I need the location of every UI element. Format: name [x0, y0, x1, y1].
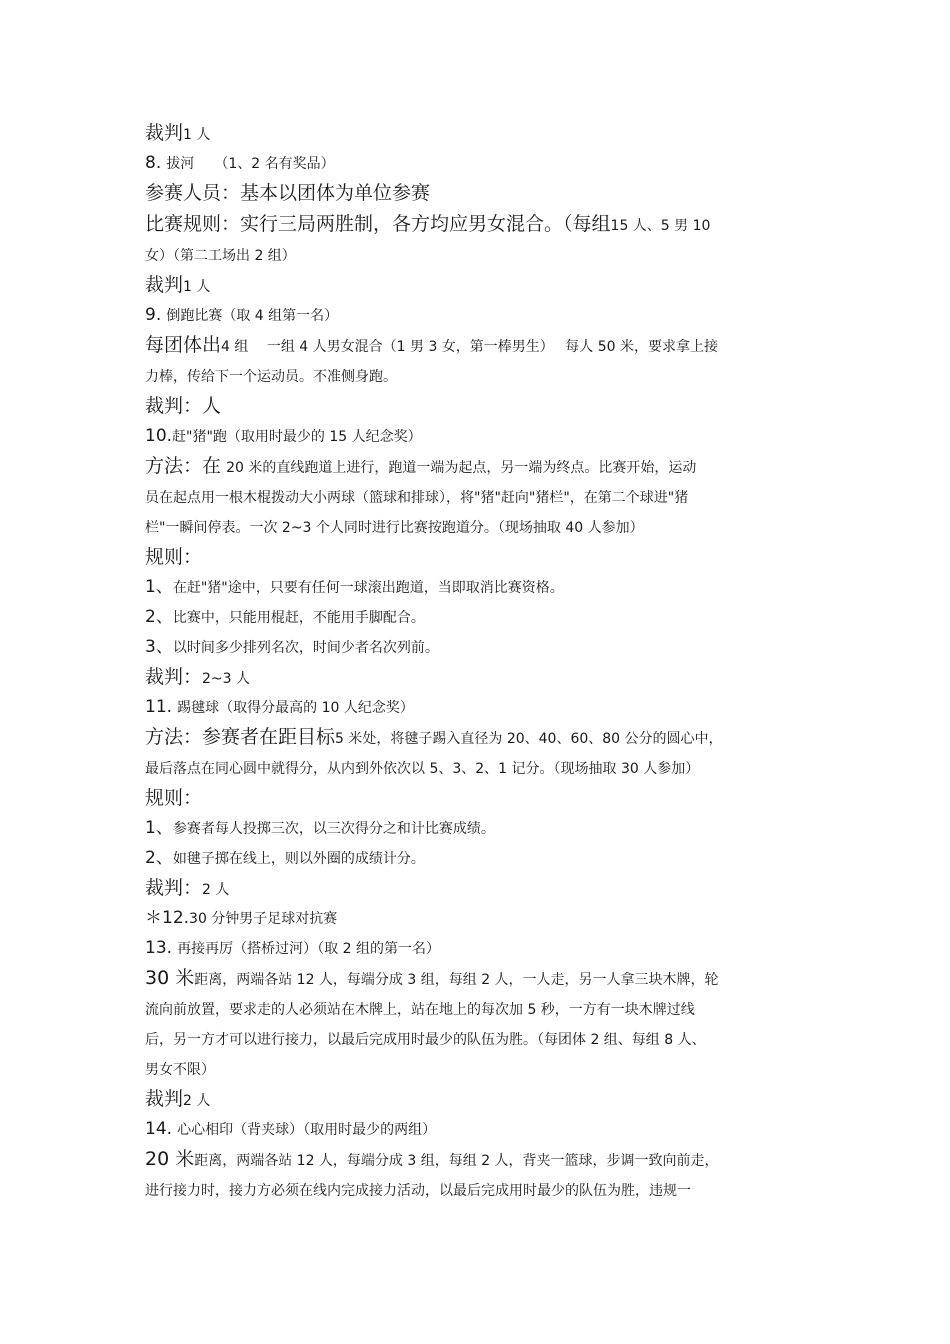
text-line: 栏"一瞬间停表。一次 2~3 个人同时进行比赛按跑道分。（现场抽取 40 人参加）: [145, 519, 644, 536]
item-10-heading: 10.赶"猪"跑（取用时最少的 15 人纪念奖）: [145, 425, 422, 446]
text-line: 30 米距离，两端各站 12 人，每端分成 3 组，每组 2 人，一人走，另一人拿三块木牌，轮: [145, 966, 719, 989]
rule-item: 1、在赶"猪"途中，只要有任何一球滚出跑道，当即取消比赛资格。: [145, 576, 564, 597]
text-line: 方法：参赛者在距目标5 米处，将毽子踢入直径为 20、40、60、80 公分的圆心中，: [145, 725, 723, 748]
text-line: 进行接力时，接力方必须在线内完成接力活动，以最后完成用时最少的队伍为胜，违规一: [145, 1182, 691, 1199]
item-8-heading: 8. 拔河 （1、2 名有奖品）: [145, 153, 335, 173]
text-line: 力棒，传给下一个运动员。不准侧身跑。: [145, 368, 397, 385]
rules-heading: 规则：: [145, 786, 203, 809]
rule-item: 2、比赛中，只能用棍赶，不能用手脚配合。: [145, 606, 425, 627]
item-9-heading: 9. 倒跑比赛（取 4 组第一名）: [145, 304, 339, 325]
text-line: 每团体出4 组 一组 4 人男女混合（1 男 3 女，第一棒男生） 每人 50 米，要求拿上接: [145, 333, 718, 356]
judge-line: 裁判1 人: [145, 273, 211, 296]
text-line: 员在起点用一根木棍拨动大小两球（篮球和排球），将"猪"赶向"猪栏"，在第二个球进"猪: [145, 489, 689, 506]
item-12-heading: ＊12.30 分钟男子足球对抗赛: [145, 907, 338, 928]
rule-item: 1、参赛者每人投掷三次，以三次得分之和计比赛成绩。: [145, 817, 495, 838]
rule-item: 2、如毽子掷在线上，则以外圈的成绩计分。: [145, 847, 425, 868]
text-line: 参赛人员：基本以团体为单位参赛: [145, 182, 431, 204]
text-line: 比赛规则：实行三局两胜制，各方均应男女混合。（每组15 人、5 男 10: [145, 213, 711, 235]
text-line: 女）（第二工场出 2 组）: [145, 248, 296, 264]
text-line: 后，另一方才可以进行接力，以最后完成用时最少的队伍为胜。（每团体 2 组、每组 8 人、: [145, 1031, 706, 1048]
item-11-heading: 11. 踢毽球（取得分最高的 10 人纪念奖）: [145, 696, 414, 717]
rule-item: 3、以时间多少排列名次，时间少者名次列前。: [145, 636, 439, 657]
text-line: 方法：在 20 米的直线跑道上进行，跑道一端为起点，另一端为终点。比赛开始，运动: [145, 454, 697, 477]
text-line: 20 米距离，两端各站 12 人，每端分成 3 组，每组 2 人，背夹一篮球，步调一致向前走，: [145, 1147, 719, 1170]
text-line: 最后落点在同心圆中就得分，从内到外依次以 5、3、2、1 记分。（现场抽取 30 人参加）: [145, 760, 700, 777]
rules-heading: 规则：: [145, 545, 203, 568]
judge-line: 裁判1 人: [145, 122, 211, 144]
judge-line: 裁判：2 人: [145, 876, 230, 899]
item-13-heading: 13. 再接再厉（搭桥过河）（取 2 组的第一名）: [145, 937, 440, 958]
judge-line: 裁判：人: [145, 394, 222, 417]
text-line: 流向前放置，要求走的人必须站在木牌上，站在地上的每次加 5 秒，一方有一块木牌过线: [145, 1001, 695, 1018]
judge-line: 裁判2 人: [145, 1087, 211, 1110]
text-line: 男女不限）: [145, 1061, 215, 1078]
item-14-heading: 14. 心心相印（背夹球）（取用时最少的两组）: [145, 1118, 437, 1139]
judge-line: 裁判：2~3 人: [145, 665, 251, 688]
document-page: [145, 118, 810, 1205]
